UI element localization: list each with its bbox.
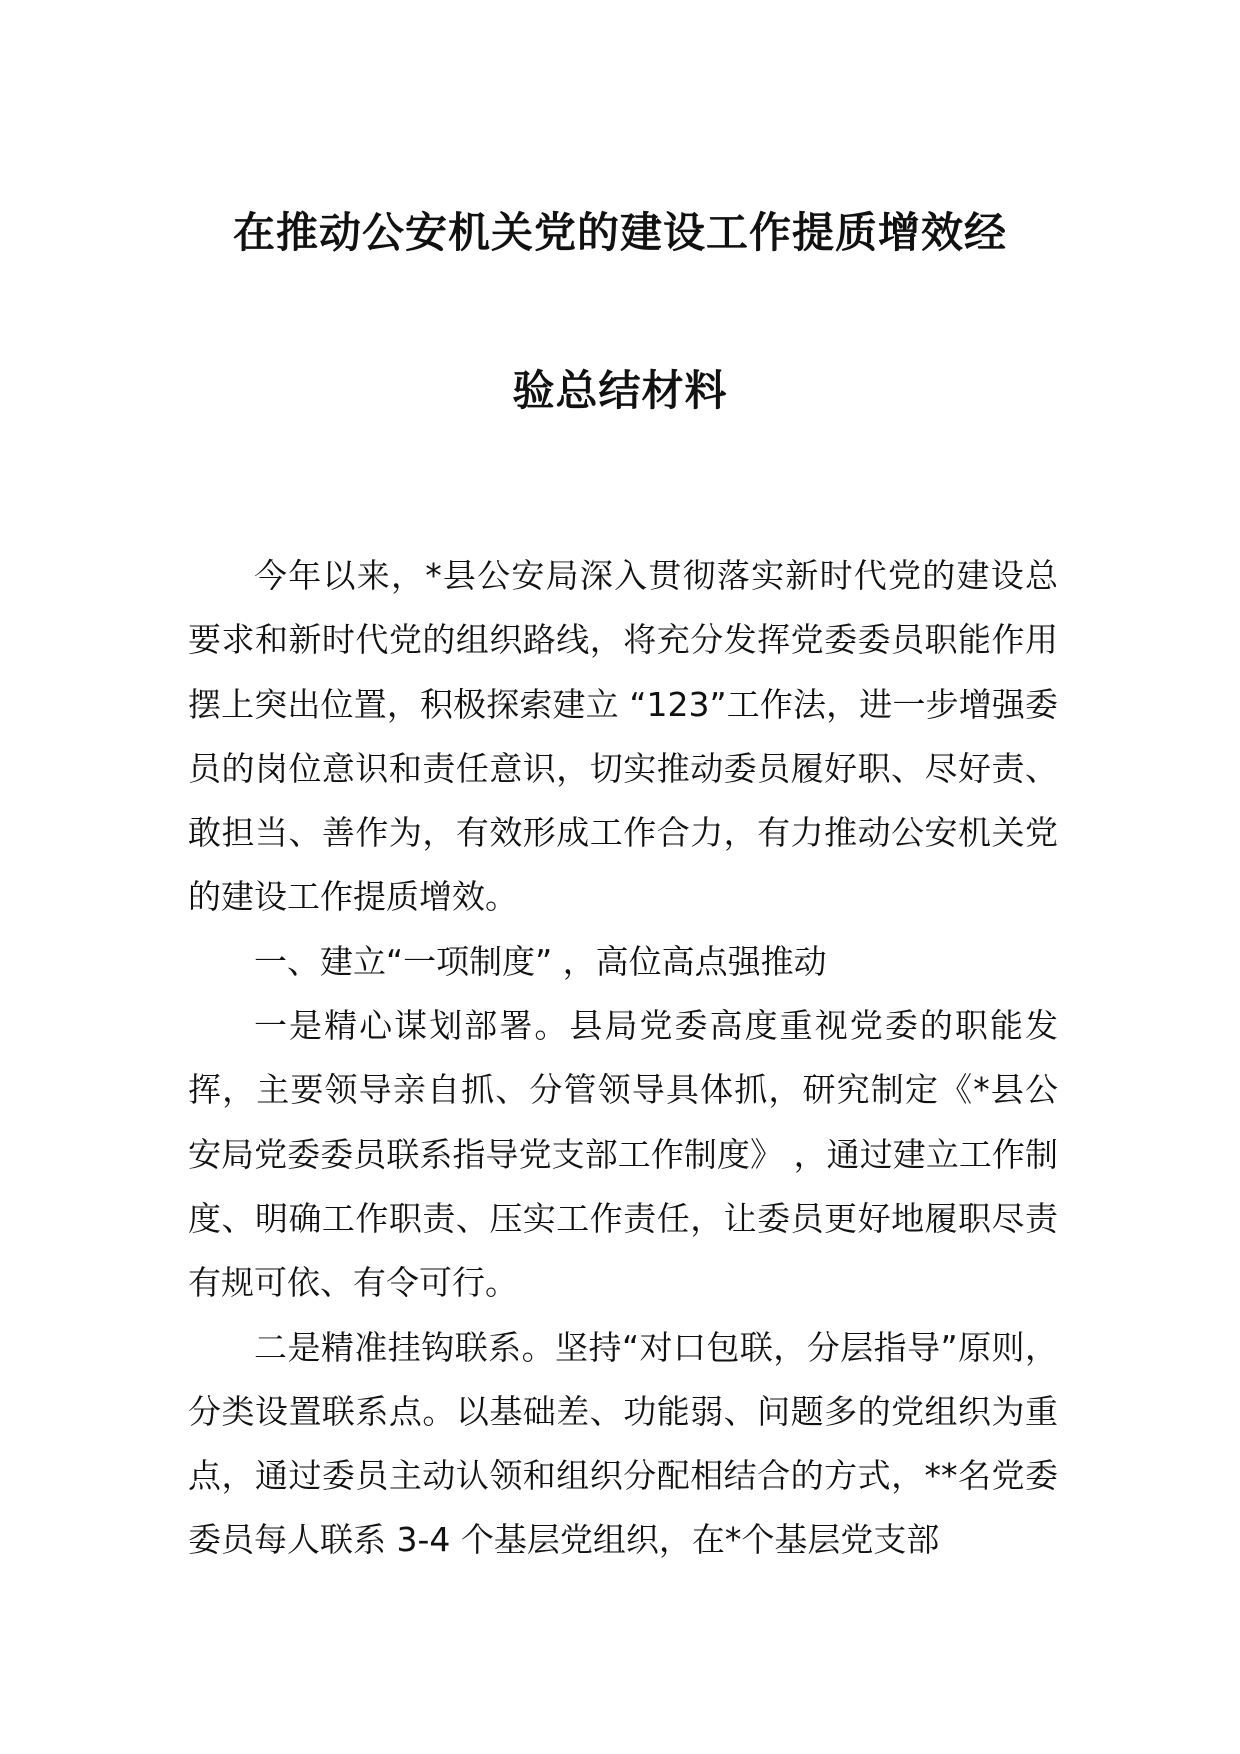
section-heading-1: 一、建立“一项制度” ，高位高点强推动	[254, 941, 827, 981]
paragraph-intro: 今年以来，*县公安局深入贯彻落实新时代党的建设总要求和新时代党的组织路线，将充分发挥党委委员职能作用摆上突出位置，积极探索建立 “123”工作法，进一步增强委员的岗位意识和责任意识，切实推动委员履好职、尽好责、敢担当、善作为，有效形成工作合力，有力推动公安机关党的建设工作提质增效。	[188, 556, 1058, 917]
document-title-line-2: 验总结材料	[512, 366, 728, 415]
paragraph-liaison: 二是精准挂钩联系。坚持“对口包联，分层指导”原则，分类设置联系点。以基础差、功能弱、问题多的党组织为重点，通过委员主动认领和组织分配相结合的方式，**名党委委员每人联系 3-4 个基层党组织，在*个基层党支部	[188, 1327, 1058, 1560]
paragraph-planning: 一是精心谋划部署。县局党委高度重视党委的职能发挥，主要领导亲自抓、分管领导具体抓，研究制定《*县公安局党委委员联系指导党支部工作制度》 ，通过建立工作制度、明确工作职责、压实工作责任，让委员更好地履职尽责有规可依、有令可行。	[188, 1006, 1058, 1303]
document-body	[188, 544, 1058, 1573]
document-title-line-1: 在推动公安机关党的建设工作提质增效经	[232, 208, 1007, 257]
